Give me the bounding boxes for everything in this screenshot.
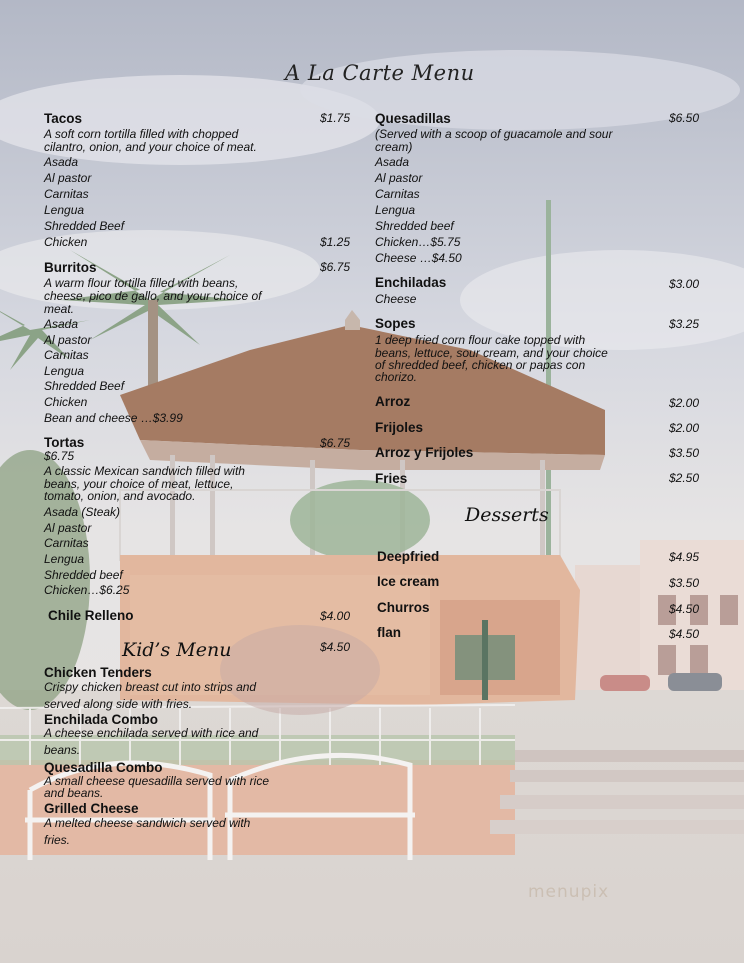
tacos-option: Lengua: [44, 203, 85, 217]
tortas-option: Shredded beef: [44, 568, 123, 582]
dessert-item-name: flan: [377, 625, 402, 640]
sopes-desc-line: of shredded beef, chicken or papas con: [375, 358, 586, 372]
dessert-item-name: Churros: [377, 600, 430, 615]
burritos-option: Asada: [44, 317, 79, 331]
quesadillas-option: Carnitas: [375, 187, 420, 201]
dessert-item-name: Ice cream: [377, 574, 440, 589]
watermark: menupix: [528, 882, 610, 902]
tortas-price: $6.75: [320, 436, 351, 450]
burritos-option: Shredded Beef: [44, 379, 125, 393]
quesadillas-option: Al pastor: [375, 171, 423, 185]
tacos-chicken-price: $1.25: [320, 235, 351, 249]
tortas-desc-line: tomato, onion, and avocado.: [44, 489, 196, 503]
burritos-desc-line: cheese, pico de gallo, and your choice of: [44, 289, 262, 303]
kids-item-desc: beans.: [44, 743, 81, 757]
kids-item-desc: served along side with fries.: [44, 697, 193, 711]
desserts-title: Desserts: [465, 504, 549, 526]
side-item-name: Arroz: [375, 394, 411, 409]
chile-relleno-price: $4.00: [320, 609, 351, 623]
burritos-option: Lengua: [44, 364, 85, 378]
sopes-desc-line: chorizo.: [375, 370, 418, 384]
quesadillas-desc-line: cream): [375, 140, 413, 154]
tortas-option: Lengua: [44, 552, 85, 566]
burritos-name: Burritos: [44, 260, 97, 275]
chile-relleno-name: Chile Relleno: [48, 608, 134, 623]
page-title: A La Carte Menu: [285, 61, 475, 85]
kids-item-name: Grilled Cheese: [44, 801, 139, 816]
dessert-item-price: $3.50: [669, 576, 700, 590]
burritos-price: $6.75: [320, 260, 351, 274]
sopes-name: Sopes: [375, 316, 416, 331]
dessert-item-name: Deepfried: [377, 549, 440, 564]
kids-item-desc: Crispy chicken breast cut into strips and: [44, 680, 257, 694]
tortas-name: Tortas: [44, 435, 85, 450]
kids-item-desc: A small cheese quesadilla served with rice: [44, 774, 269, 788]
tacos-option: Asada: [44, 155, 79, 169]
sopes-desc-line: 1 deep fried corn flour cake topped with: [375, 333, 586, 347]
tacos-option: Al pastor: [44, 171, 92, 185]
tacos-name: Tacos: [44, 111, 83, 126]
side-item-name: Frijoles: [375, 420, 424, 435]
tacos-option: Shredded Beef: [44, 219, 125, 233]
quesadillas-option: Lengua: [375, 203, 416, 217]
burritos-option: Al pastor: [44, 333, 92, 347]
quesadillas-desc-line: (Served with a scoop of guacamole and sour: [375, 127, 613, 141]
burritos-option: Chicken: [44, 395, 88, 409]
side-item-name: Arroz y Frijoles: [375, 445, 474, 460]
kids-menu-price: $4.50: [320, 640, 351, 654]
tortas-option: Chicken…$6.25: [44, 583, 130, 597]
side-item-price: $2.00: [669, 421, 700, 435]
kids-item-name: Chicken Tenders: [44, 665, 152, 680]
burritos-desc-line: A warm flour tortilla filled with beans,: [44, 276, 239, 290]
kids-menu-title: Kid’s Menu: [122, 639, 232, 661]
kids-item-desc: A cheese enchilada served with rice and: [44, 726, 259, 740]
side-item-name: Fries: [375, 471, 408, 486]
kids-item-desc: fries.: [44, 833, 71, 847]
tortas-desc-line: A classic Mexican sandwich filled with: [44, 464, 245, 478]
quesadillas-option: Asada: [375, 155, 410, 169]
tacos-option: Chicken: [44, 235, 88, 249]
sopes-price: $3.25: [669, 317, 700, 331]
tacos-desc-line: cilantro, onion, and your choice of meat.: [44, 140, 257, 154]
quesadillas-option: Cheese …$4.50: [375, 251, 462, 265]
tacos-price: $1.75: [320, 111, 351, 125]
sopes-desc-line: beans, lettuce, sour cream, and your choice: [375, 346, 608, 360]
dessert-item-price: $4.50: [669, 627, 700, 641]
tortas-option: Carnitas: [44, 536, 89, 550]
kids-item-name: Enchilada Combo: [44, 712, 159, 727]
dessert-item-price: $4.95: [669, 550, 700, 564]
tortas-price-italic: $6.75: [44, 449, 75, 463]
quesadillas-price: $6.50: [669, 111, 700, 125]
dessert-item-price: $4.50: [669, 602, 700, 616]
quesadillas-option: Shredded beef: [375, 219, 454, 233]
side-item-price: $2.00: [669, 396, 700, 410]
tortas-desc-line: beans, your choice of meat, lettuce,: [44, 477, 234, 491]
tortas-option: Al pastor: [44, 521, 92, 535]
kids-item-name: Quesadilla Combo: [44, 760, 163, 775]
enchiladas-name: Enchiladas: [375, 275, 447, 290]
side-item-price: $2.50: [669, 471, 700, 485]
tortas-option: Asada (Steak): [44, 505, 121, 519]
quesadillas-option: Chicken…$5.75: [375, 235, 461, 249]
kids-item-desc: and beans.: [44, 786, 104, 800]
tacos-option: Carnitas: [44, 187, 89, 201]
tacos-desc-line: A soft corn tortilla filled with chopped: [44, 127, 239, 141]
burritos-option: Bean and cheese …$3.99: [44, 411, 183, 425]
burritos-option: Carnitas: [44, 348, 89, 362]
kids-item-desc: A melted cheese sandwich served with: [44, 816, 251, 830]
side-item-price: $3.50: [669, 446, 700, 460]
enchiladas-desc-line: Cheese: [375, 292, 417, 306]
enchiladas-price: $3.00: [669, 277, 700, 291]
quesadillas-name: Quesadillas: [375, 111, 451, 126]
burritos-desc-line: meat.: [44, 302, 75, 316]
